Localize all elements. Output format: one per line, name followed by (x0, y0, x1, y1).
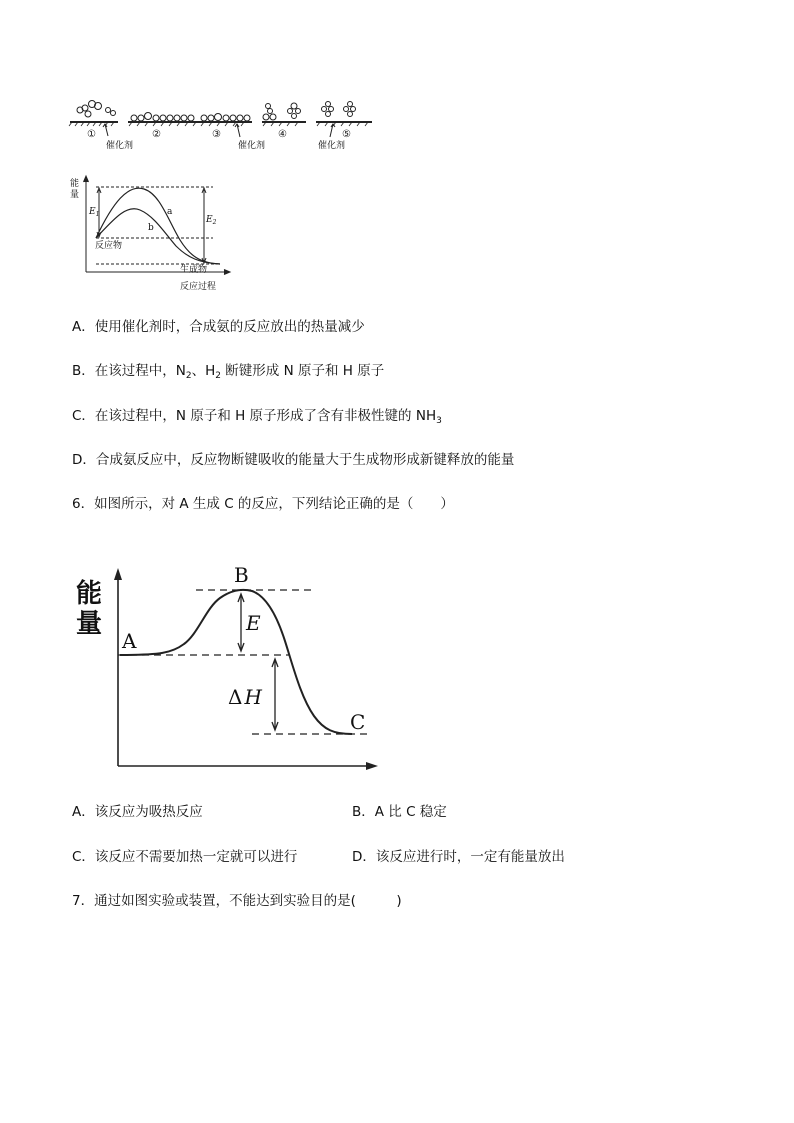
q6-option-c: C．该反应不需要加热一定就可以进行 (72, 849, 298, 865)
svg-text:E1 (88, 207, 99, 218)
q5-option-d: D．合成氨反应中，反应物断键吸收的能量大于生成物形成新键释放的能量 (72, 452, 515, 468)
step-2-label: ② (152, 129, 161, 140)
reaction-energy-diagram (70, 556, 390, 776)
q5-option-b-sub1: 2 (185, 371, 192, 381)
q6-option-d: D．该反应进行时，一定有能量放出 (352, 849, 565, 865)
svg-text:ΔH (228, 685, 262, 709)
q5-option-a: A．使用催化剂时，合成氨的反应放出的热量减少 (72, 319, 365, 335)
energy-axis-label-2: 量 (70, 190, 80, 200)
e2-label: E (206, 215, 213, 225)
q5-option-b-sub2: 2 (215, 371, 221, 381)
step-5-label: ⑤ (342, 129, 351, 140)
point-a-label: A (122, 629, 137, 653)
enthalpy-h-label: H (244, 685, 262, 709)
catalyst-label-3: 催化剂 (318, 141, 346, 151)
catalyst-energy-diagram (68, 172, 238, 294)
q5-option-c-sub: 3 (436, 416, 442, 426)
e1-subscript: 1 (95, 211, 100, 218)
q6-stem: 6．如图所示，对 A 生成 C 的反应，下列结论正确的是（ ） (72, 496, 454, 512)
q5-option-b (72, 362, 384, 385)
point-b-label: B (234, 563, 249, 587)
reactant-label: 反应物 (95, 241, 123, 251)
q5-option-c-pre: C．在该过程中，N 原子和 H 原子形成了含有非极性键的 NH (72, 408, 437, 424)
q5-option-b-mid: 、H (191, 363, 216, 379)
step-4-label: ④ (278, 129, 287, 140)
catalyst-label-1: 催化剂 (106, 141, 134, 151)
q5-option-c (72, 407, 442, 430)
q5-option-b-post: 断键形成 N 原子和 H 原子 (221, 363, 385, 379)
catalyst-label-2: 催化剂 (238, 141, 266, 151)
q6-option-a: A．该反应为吸热反应 (72, 804, 203, 820)
product-label: 生成物 (180, 265, 208, 275)
e2-subscript: 2 (212, 219, 217, 226)
energy-axis-label-1: 能 (76, 579, 103, 609)
energy-axis-label-2: 量 (76, 609, 103, 639)
catalyst-process-figure (66, 96, 386, 156)
activation-energy-label: E (246, 611, 261, 635)
energy-axis-label-1: 能 (70, 179, 80, 189)
q7-stem: 7．通过如图实验或装置，不能达到实验目的是( ) (72, 893, 402, 909)
e1-label: E (89, 207, 96, 217)
reaction-process-label: 反应过程 (180, 282, 217, 292)
step-3-label: ③ (212, 129, 221, 140)
q6-option-b: B．A 比 C 稳定 (352, 804, 447, 820)
curve-a-label: a (167, 207, 173, 217)
delta-symbol: Δ (228, 685, 243, 709)
step-1-label: ① (87, 129, 96, 140)
curve-b-label: b (148, 223, 154, 233)
q5-option-b-pre: B．在该过程中，N (72, 363, 186, 379)
point-c-label: C (350, 710, 366, 734)
svg-text:E2 (205, 215, 217, 226)
